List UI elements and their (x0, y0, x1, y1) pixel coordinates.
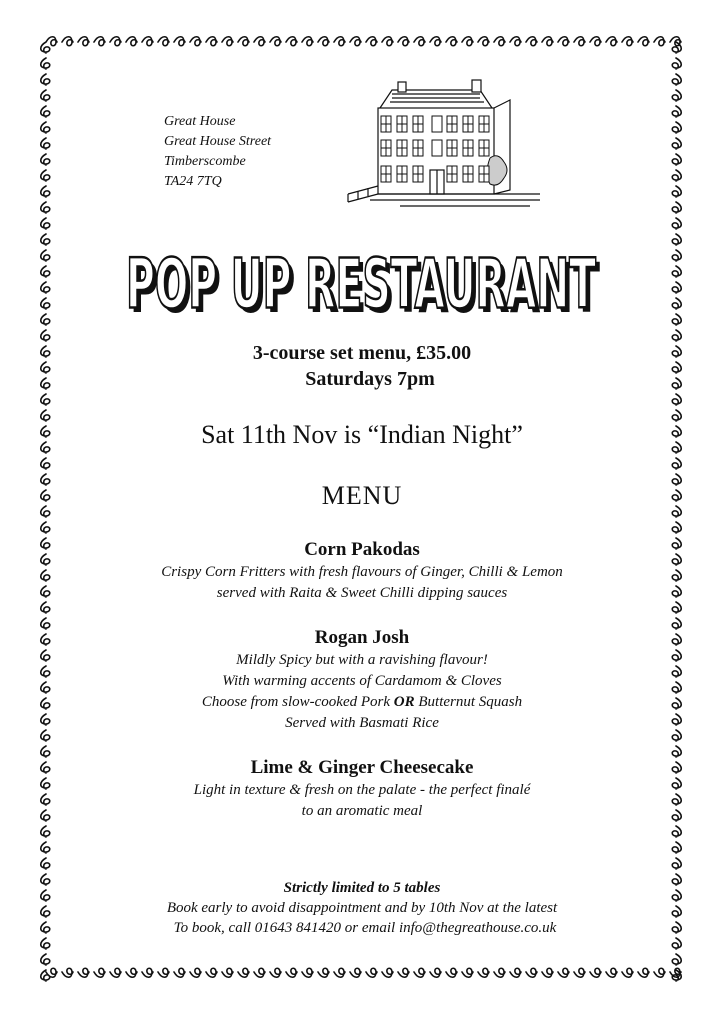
set-menu-price: 3-course set menu, £35.00 (252, 342, 472, 364)
dish-description-line: Crispy Corn Fritters with fresh flavours of Ginger, Chilli & Lemon (161, 564, 563, 580)
choice-option-pork: Choose from slow-cooked Pork (201, 694, 391, 710)
dish-description-line: Served with Basmati Rice (285, 715, 439, 731)
house-illustration (340, 78, 550, 213)
choice-option-squash: Butternut Squash (418, 694, 523, 710)
house-window (432, 140, 442, 156)
address-line-name: Great House (164, 114, 236, 129)
booking-info (0, 878, 724, 938)
dish-main (0, 626, 724, 734)
dish-description-line: With warming accents of Cardamom & Cloves (222, 673, 502, 689)
house-window (432, 116, 442, 132)
tables-limit-note: Strictly limited to 5 tables (283, 880, 441, 896)
set-menu-info (0, 340, 724, 392)
book-early-note: Book early to avoid disappointment and by 10th Nov at the latest (166, 900, 558, 916)
contact-line: To book, call 01643 841420 or email info@thegreathouse.co.uk (173, 920, 557, 936)
dish-description-line: Light in texture & fresh on the palate - the perfect finalé (193, 782, 531, 798)
address-line-postcode: TA24 7TQ (164, 174, 222, 189)
dish-title: Corn Pakodas (304, 539, 420, 560)
address-block (164, 112, 271, 192)
banner-shadow: POP UP RESTAURANT (130, 248, 601, 326)
dish-description-line: Mildly Spicy but with a ravishing flavour! (236, 652, 488, 668)
menu-heading: MENU (321, 481, 403, 510)
set-menu-time: Saturdays 7pm (305, 368, 435, 390)
dish-starter (0, 538, 724, 604)
dish-description-line (0, 692, 724, 713)
dish-description-line: to an aromatic meal (301, 803, 423, 819)
choice-or: OR (393, 694, 415, 710)
event-title: Sat 11th Nov is “Indian Night” (201, 420, 523, 449)
address-line-street: Great House Street (164, 134, 272, 149)
banner-text: POP UP RESTAURANT (125, 244, 596, 325)
restaurant-banner (112, 236, 612, 326)
dish-title: Rogan Josh (314, 627, 410, 648)
address-line-village: Timberscombe (164, 154, 246, 169)
dish-description-line: served with Raita & Sweet Chilli dipping sauces (216, 585, 508, 601)
dish-dessert (0, 756, 724, 822)
dish-title: Lime & Ginger Cheesecake (250, 757, 474, 778)
